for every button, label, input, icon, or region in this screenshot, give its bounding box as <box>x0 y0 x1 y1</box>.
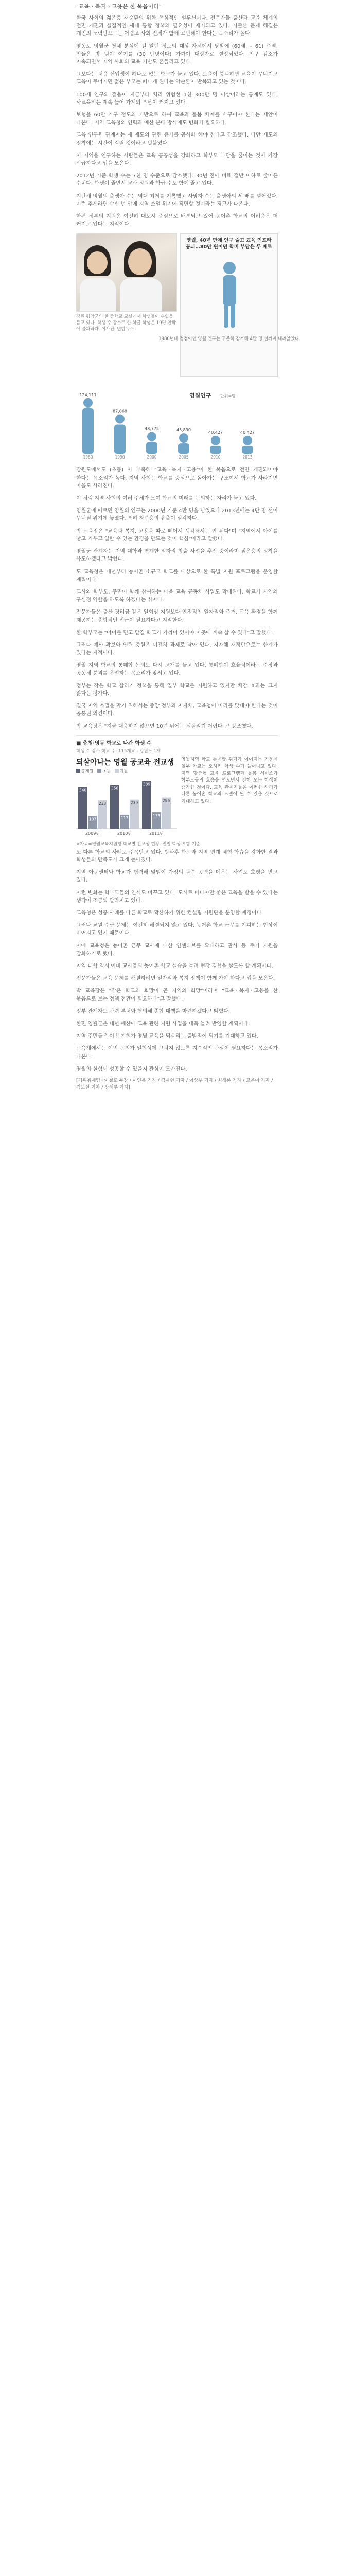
population-value-label: 45,890 <box>176 428 191 433</box>
paragraph: 그러나 예산 확보와 인력 충원은 여전히 과제로 남아 있다. 지자체 재정만으로는 한계가 있다는 지적이다. <box>76 642 278 656</box>
population-bar <box>242 436 253 454</box>
population-year-label: 1980 <box>83 455 93 460</box>
paragraph: 지난해 영월의 출생아 수는 역대 최저를 기록했고 사망자 수는 출생아의 세 배를 넘어섰다. 이런 추세라면 수십 년 안에 지역 소멸 위기에 직면할 것이라는 경고가 나온다. <box>76 193 278 207</box>
paragraph: 전문가들은 출산 장려금 같은 일회성 지원보다 안정적인 일자리와 주거, 교육 환경을 함께 제공하는 종합적인 접근이 필요하다고 지적한다. <box>76 609 278 623</box>
paragraph-group-a <box>76 14 278 228</box>
school-chart-subheader: 학생 수 감소 학교 수: 115개교 - 강원도 1개 <box>76 748 161 754</box>
population-year-label: 2010 <box>210 455 221 460</box>
paragraph: 박 교육장은 "지금 대응하지 않으면 10년 뒤에는 되돌리기 어렵다"고 강조했다. <box>76 723 253 730</box>
school-year-label: 2009년 <box>85 831 100 836</box>
paragraph: 2012년 기준 학생 수는 7천 명 수준으로 감소했다. 30년 전에 비해 절반 이하로 줄어든 수치다. 학생이 줄면서 교사 정원과 학급 수도 함께 줄고 있다. <box>76 173 278 187</box>
paragraph: 결국 지역 소멸을 막기 위해서는 중앙 정부와 지자체, 교육청이 머리를 맞대야 한다는 것이 공통된 의견이다. <box>76 703 278 717</box>
paragraph-group-c <box>76 849 278 1073</box>
paragraph: 한국 사회의 젊은층 재순환의 위한 핵심적인 설루션이다. 전문가들 출산과 교육 체계의 전면 개편과 실질적인 세대 통합 정책의 필요성이 제기되고 있다. 저출산 문제 해결은 개인의 노력만으로는 어렵고 사회 전체가 함께 고민해야 한다는 목소리가 높다. <box>76 15 278 37</box>
population-year-label: 2000 <box>147 455 157 460</box>
school-bar-value: 256 <box>162 798 170 803</box>
population-figure-art <box>158 252 300 371</box>
school-bar-value: 117 <box>120 815 129 820</box>
paragraph: 영월 지역 학교의 통폐합 논의도 다시 고개를 들고 있다. 통폐합이 효율적이라는 주장과 공동체 붕괴를 우려하는 목소리가 맞서고 있다. <box>76 663 278 676</box>
population-value-label: 40,427 <box>240 430 255 435</box>
paragraph: 영월군 관계자는 지역 대학과 연계한 일자리 창출 사업을 추진 중이라며 젊은층의 정착을 유도하겠다고 밝혔다. <box>76 549 278 563</box>
byline: [기획취재팀=이철호 부장 / 이인용 기자 / 김재현 기자 / 이상우 기자 / 최새론 기자 / 고은미 기자 / 김보현 기자 / 장혜주 기자] <box>76 1078 273 1091</box>
student-photo <box>76 233 177 312</box>
school-bar <box>110 785 119 828</box>
paragraph: 한편 정부의 지원은 여전히 대도시 중심으로 배분되고 있어 농어촌 학교의 어려움은 더 커지고 있다는 지적이다. <box>76 214 278 228</box>
paragraph: 이 처럼 지역 사회의 여러 주체가 모여 학교의 미래를 논의하는 자리가 늘고 있다. <box>76 496 257 502</box>
paragraph: 영월의 실험이 성공할 수 있을지 관심이 모아진다. <box>76 1066 187 1072</box>
paragraph: 지역 대학 역시 예비 교사들의 농어촌 학교 실습을 늘려 현장 경험을 쌓도록 할 계획이다. <box>76 963 273 969</box>
school-bar-value: 389 <box>143 782 151 787</box>
paragraph: 그보다는 처음 신입생이 하나도 없는 학교가 늘고 있다. 보육이 붕괴하면 교육이 무너지고 교육이 무너지면 젊은 부모는 떠나게 된다는 악순환이 반복되고 있는 것이다. <box>76 72 278 86</box>
population-chart <box>76 382 278 459</box>
paragraph: 전문가들은 교육 문제를 해결하려면 일자리와 복지 정책이 함께 가야 한다고 입을 모은다. <box>76 976 275 982</box>
population-infobox <box>158 233 300 377</box>
population-chart-unit: 단위=명 <box>220 394 236 399</box>
article-column <box>76 3 300 1091</box>
figure-row <box>76 233 300 377</box>
legend-item: 총재원 <box>76 768 93 774</box>
school-bar-value: 133 <box>152 813 161 818</box>
school-chart-figure <box>76 757 177 838</box>
school-chart-legend <box>76 768 177 774</box>
photo-block <box>76 233 177 332</box>
paragraph: 교육청은 성공 사례를 다른 학교로 확산하기 위한 컨설팅 지원단을 운영할 예정이다. <box>76 910 263 916</box>
population-value-label: 124,111 <box>79 393 97 398</box>
infobox-text: 1980년대 정점이던 영월 인구는 꾸준히 감소해 4만 명 선까지 내려앉았다. <box>158 336 300 342</box>
paragraph: 한편 영월군은 내년 예산에 교육 관련 지원 사업을 대폭 늘려 반영할 계획이다. <box>76 1021 250 1027</box>
school-bar-value: 356 <box>111 786 119 791</box>
school-chart-row <box>76 757 278 838</box>
school-bar-value: 233 <box>98 801 107 806</box>
section-subtitle: "교육ㆍ복지ㆍ고용은 한 묶음이다" <box>76 3 162 10</box>
school-chart-block <box>76 735 278 848</box>
school-chart <box>76 775 177 836</box>
population-bar <box>114 415 126 454</box>
school-chart-note: ※자료=영월교육지원청 학교별 전교생 현황. 전입 학생 포함 기준 <box>76 841 201 847</box>
paragraph: 보험을 60만 가구 정도의 기반으로 하여 교육과 돌봄 체계를 바꾸어야 한다는 제안이 나온다. 지역 교육청의 인력과 예산 분배 방식에도 변화가 필요하다. <box>76 112 278 126</box>
paragraph-group-b <box>76 466 278 730</box>
school-chart-text: 영월지역 학교 통폐합 위기가 이어지는 가운데 일부 학교는 오히려 학생 수가 늘어나고 있다. 지역 맞춤형 교육 프로그램과 돌봄 서비스가 학부모들의 호응을 얻으면서 전학 오는 학생이 증가한 것이다. 교육 관계자들은 이러한 사례가 다른 농어촌 학교의 모델이 될 수 있을 것으로 기대하고 있다. <box>181 757 278 804</box>
population-chart-title: 영월인구 <box>189 392 211 399</box>
infobox-heading: 영월, 40년 만에 인구 줄고 교육 인프라 붕괴…80만 원이던 학비 부담은 두 배로 <box>186 238 272 250</box>
school-bar-value: 107 <box>88 817 97 822</box>
paragraph: 100세 인구의 젊음이 지금부터 처리 위험선 1천 300만 명 이상이라는 통계도 있다. 사교육비는 계속 늘어 가계의 부담이 커지고 있다. <box>76 92 278 106</box>
population-year-label: 2013 <box>242 455 253 460</box>
paragraph: 지역 주민들은 이번 기회가 영월 교육을 되살리는 출발점이 되기를 기대하고 있다. <box>76 1033 258 1040</box>
population-value-label: 48,775 <box>145 427 159 432</box>
population-chart-block <box>76 382 278 461</box>
population-bar <box>210 436 221 454</box>
paragraph: 지역 아동센터와 학교가 협력해 맞벌이 가정의 돌봄 공백을 메우는 사업도 호평을 받고 있다. <box>76 870 278 884</box>
population-value-label: 87,868 <box>113 409 127 414</box>
paragraph: 영동도 영월군 천체 분석에 걸 알던 정도의 대상 자체에서 당발에 (60세 ~ 61) 주역, 인들은 방 범이 여기를 (30 만명이다) 가까이 대상자로 결정되었다. 인구 감소가 지속되면서 지역 사회의 교육 기반도 흔들리고 있다. <box>76 43 278 65</box>
school-year-label: 2011년 <box>149 831 164 836</box>
school-bar-value: 340 <box>79 788 87 793</box>
paragraph: 이 지역을 연구하는 사람들은 교육 공공성을 강화하고 학부모 부담을 줄이는 것이 가장 시급하다고 입을 모은다. <box>76 152 278 167</box>
legend-item: 초등 <box>97 768 110 774</box>
paragraph: 교육 연구원 관계자는 새 제도의 관련 증가를 공식화 해야 한다고 강조했다. 다만 제도의 정착에는 시간이 걸릴 것이라고 덧붙였다. <box>76 132 278 146</box>
paragraph: 그러나 교원 수급 문제는 여전히 해결되지 않고 있다. 농어촌 학교 근무를 기피하는 현상이 이어지고 있기 때문이다. <box>76 923 278 937</box>
article-figure <box>76 233 300 461</box>
paragraph: 교육계에서는 이번 논의가 일회성에 그치지 않도록 지속적인 관심이 필요하다는 목소리가 나온다. <box>76 1046 278 1060</box>
school-chart-header: ■ 충청∙영동 학교로 나간 학생 수 <box>76 740 152 747</box>
paragraph: 정부는 작은 학교 살리기 정책을 통해 일부 학교를 지원하고 있지만 체감 효과는 크지 않다는 평가다. <box>76 683 278 697</box>
school-year-label: 2010년 <box>117 831 132 836</box>
paragraph: 영월군에 따르면 영월의 인구는 2000년 기준 4만 명을 넘었으나 2013년에는 4만 명 선이 무너질 위기에 놓였다. 특히 청년층의 유출이 심각하다. <box>76 508 278 522</box>
school-bar <box>142 781 151 828</box>
school-bar-value: 239 <box>130 800 138 805</box>
population-bar <box>82 398 94 454</box>
paragraph: 박 교육장은 "교육과 복지, 고용을 따로 떼어서 생각해서는 안 된다"며 "지역에서 아이를 낳고 키우고 일할 수 있는 환경을 만드는 것이 핵심"이라고 말했다. <box>76 528 278 542</box>
legend-item: 지원 <box>115 768 128 774</box>
population-value-label: 40,427 <box>208 430 223 435</box>
paragraph: 또 다른 학교의 사례도 주목받고 있다. 방과후 학교와 지역 연계 체험 학습을 강화한 결과 학생들의 만족도가 크게 높아졌다. <box>76 849 278 863</box>
paragraph: 강원도에서도 (초등) 이 부족해 "교육ㆍ복지ㆍ고용"이 한 묶음으로 전면 개편되어야 한다는 목소리가 높다. 지역 사회는 학교를 중심으로 돌아가는 구조여서 학교가 사라지면 마을도 사라진다. <box>76 467 278 489</box>
school-bar <box>78 787 87 829</box>
school-chart-title: 되살아나는 영월 공교육 전교생 <box>76 758 174 767</box>
population-bar <box>146 432 157 454</box>
paragraph: 한 학부모는 "아이를 믿고 맡길 학교가 가까이 있어야 이곳에 계속 살 수 있다"고 말했다. <box>76 630 273 636</box>
paragraph: 교사와 학부모, 주민이 함께 참여하는 마을 교육 공동체 사업도 확대된다. 학교가 지역의 구심점 역할을 하도록 하겠다는 취지다. <box>76 589 278 603</box>
paragraph: 이에 교육청은 농어촌 근무 교사에 대한 인센티브를 확대하고 관사 등 주거 지원을 강화하기로 했다. <box>76 943 278 957</box>
paragraph: 박 교육장은 "작은 학교의 희망이 곧 지역의 희망"이라며 "교육ㆍ복지ㆍ고용을 한 묶음으로 보는 정책 전환이 필요하다"고 말했다. <box>76 988 278 1002</box>
photo-caption: 강원 평창군의 한 중학교 교실에서 학생들이 수업을 듣고 있다. 학생 수 감소로 한 학급 학생은 10명 안팎에 불과하다. 이사진: 연합뉴스 <box>76 314 176 332</box>
population-bar <box>178 434 189 454</box>
population-year-label: 2005 <box>179 455 189 460</box>
population-year-label: 1990 <box>115 455 125 460</box>
paragraph: 이런 변화는 학부모들의 인식도 바꾸고 있다. 도시로 떠나야만 좋은 교육을 받을 수 있다는 생각이 조금씩 달라지고 있다. <box>76 890 278 904</box>
paragraph: 도 교육청은 내년부터 농어촌 소규모 학교를 대상으로 한 특별 지원 프로그램을 운영할 계획이다. <box>76 569 278 583</box>
paragraph: 정부 관계자도 관련 부처와 협의해 종합 대책을 마련하겠다고 밝혔다. <box>76 1008 231 1014</box>
article-page <box>0 0 354 1097</box>
